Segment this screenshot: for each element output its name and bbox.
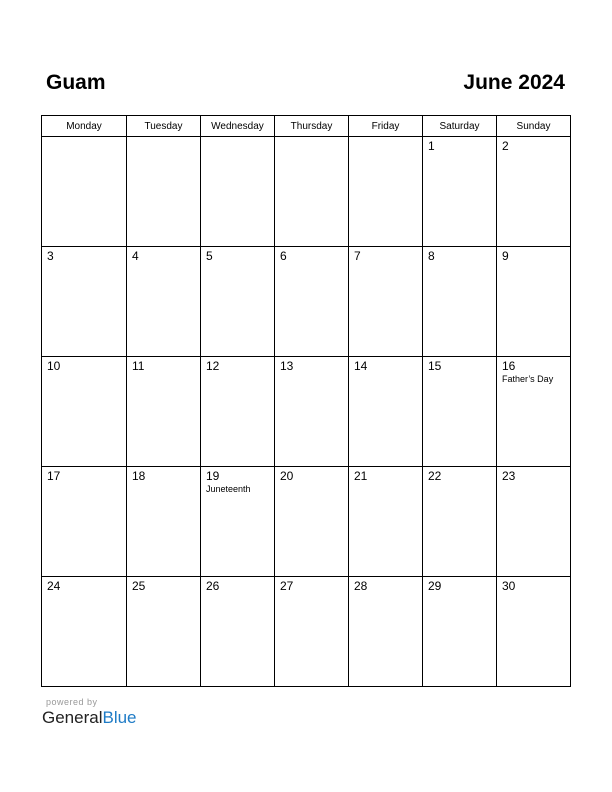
day-number: 13 — [280, 359, 294, 373]
weekday-header: Monday — [42, 116, 127, 137]
day-cell — [349, 577, 423, 687]
day-cell — [275, 467, 349, 577]
day-cell — [201, 467, 275, 577]
day-cell — [127, 467, 201, 577]
day-number: 1 — [428, 139, 435, 153]
day-number: 5 — [206, 249, 213, 263]
day-cell — [349, 247, 423, 357]
day-cell — [349, 137, 423, 247]
weekday-header: Sunday — [497, 116, 571, 137]
generalblue-logo — [42, 708, 137, 728]
day-cell — [275, 137, 349, 247]
day-number: 10 — [47, 359, 61, 373]
day-cell — [201, 247, 275, 357]
day-number: 12 — [206, 359, 220, 373]
weekday-header: Saturday — [423, 116, 497, 137]
day-cell — [201, 577, 275, 687]
day-cell — [127, 577, 201, 687]
day-number: 16 — [502, 359, 516, 373]
holiday-label: Juneteenth — [206, 484, 251, 494]
day-number: 2 — [502, 139, 509, 153]
day-cell — [423, 247, 497, 357]
day-number: 30 — [502, 579, 516, 593]
weekday-header: Tuesday — [127, 116, 201, 137]
day-number: 23 — [502, 469, 516, 483]
day-number — [349, 137, 422, 140]
day-cell — [127, 247, 201, 357]
day-number — [201, 137, 274, 140]
month-year-title: June 2024 — [463, 71, 565, 94]
week-row — [42, 137, 571, 247]
day-number: 14 — [354, 359, 368, 373]
calendar-grid — [41, 115, 571, 687]
day-cell — [275, 247, 349, 357]
day-cell — [349, 357, 423, 467]
weekday-header: Thursday — [275, 116, 349, 137]
region-title: Guam — [46, 71, 106, 94]
powered-by-label: powered by — [46, 697, 98, 707]
day-cell — [201, 137, 275, 247]
brand-part-blue: Blue — [102, 708, 137, 727]
day-number: 3 — [47, 249, 54, 263]
day-cell — [423, 357, 497, 467]
weekday-header: Friday — [349, 116, 423, 137]
holiday-label: Father’s Day — [502, 374, 554, 384]
day-number: 15 — [428, 359, 442, 373]
day-number: 4 — [132, 249, 139, 263]
day-number: 11 — [132, 359, 145, 373]
day-cell — [423, 137, 497, 247]
week-row — [42, 467, 571, 577]
day-number: 6 — [280, 249, 287, 263]
day-cell — [349, 467, 423, 577]
day-cell — [497, 247, 571, 357]
week-row — [42, 577, 571, 687]
day-cell — [423, 467, 497, 577]
day-number: 29 — [428, 579, 442, 593]
weekday-header-row — [42, 116, 571, 137]
day-number: 7 — [354, 249, 361, 263]
day-number: 26 — [206, 579, 220, 593]
day-number: 24 — [47, 579, 61, 593]
day-number — [275, 137, 348, 140]
day-number: 9 — [502, 249, 509, 263]
day-number: 8 — [428, 249, 435, 263]
day-cell — [497, 357, 571, 467]
day-number — [42, 137, 126, 140]
day-cell — [423, 577, 497, 687]
day-number: 25 — [132, 579, 146, 593]
day-cell — [127, 357, 201, 467]
day-number: 20 — [280, 469, 294, 483]
week-row — [42, 357, 571, 467]
day-number: 19 — [206, 469, 220, 483]
brand-part-general: General — [42, 708, 103, 727]
day-cell — [201, 357, 275, 467]
day-cell — [497, 467, 571, 577]
day-cell — [127, 137, 201, 247]
day-cell — [497, 577, 571, 687]
day-cell — [275, 357, 349, 467]
day-cell — [42, 247, 127, 357]
day-number — [127, 137, 200, 140]
day-cell — [42, 467, 127, 577]
weekday-header: Wednesday — [201, 116, 275, 137]
day-cell — [42, 357, 127, 467]
day-number: 18 — [132, 469, 146, 483]
week-row — [42, 247, 571, 357]
day-cell — [275, 577, 349, 687]
day-number: 27 — [280, 579, 294, 593]
day-cell — [42, 137, 127, 247]
day-cell — [42, 577, 127, 687]
day-cell — [497, 137, 571, 247]
day-number: 17 — [47, 469, 61, 483]
day-number: 22 — [428, 469, 442, 483]
day-number: 28 — [354, 579, 368, 593]
day-number: 21 — [354, 469, 368, 483]
